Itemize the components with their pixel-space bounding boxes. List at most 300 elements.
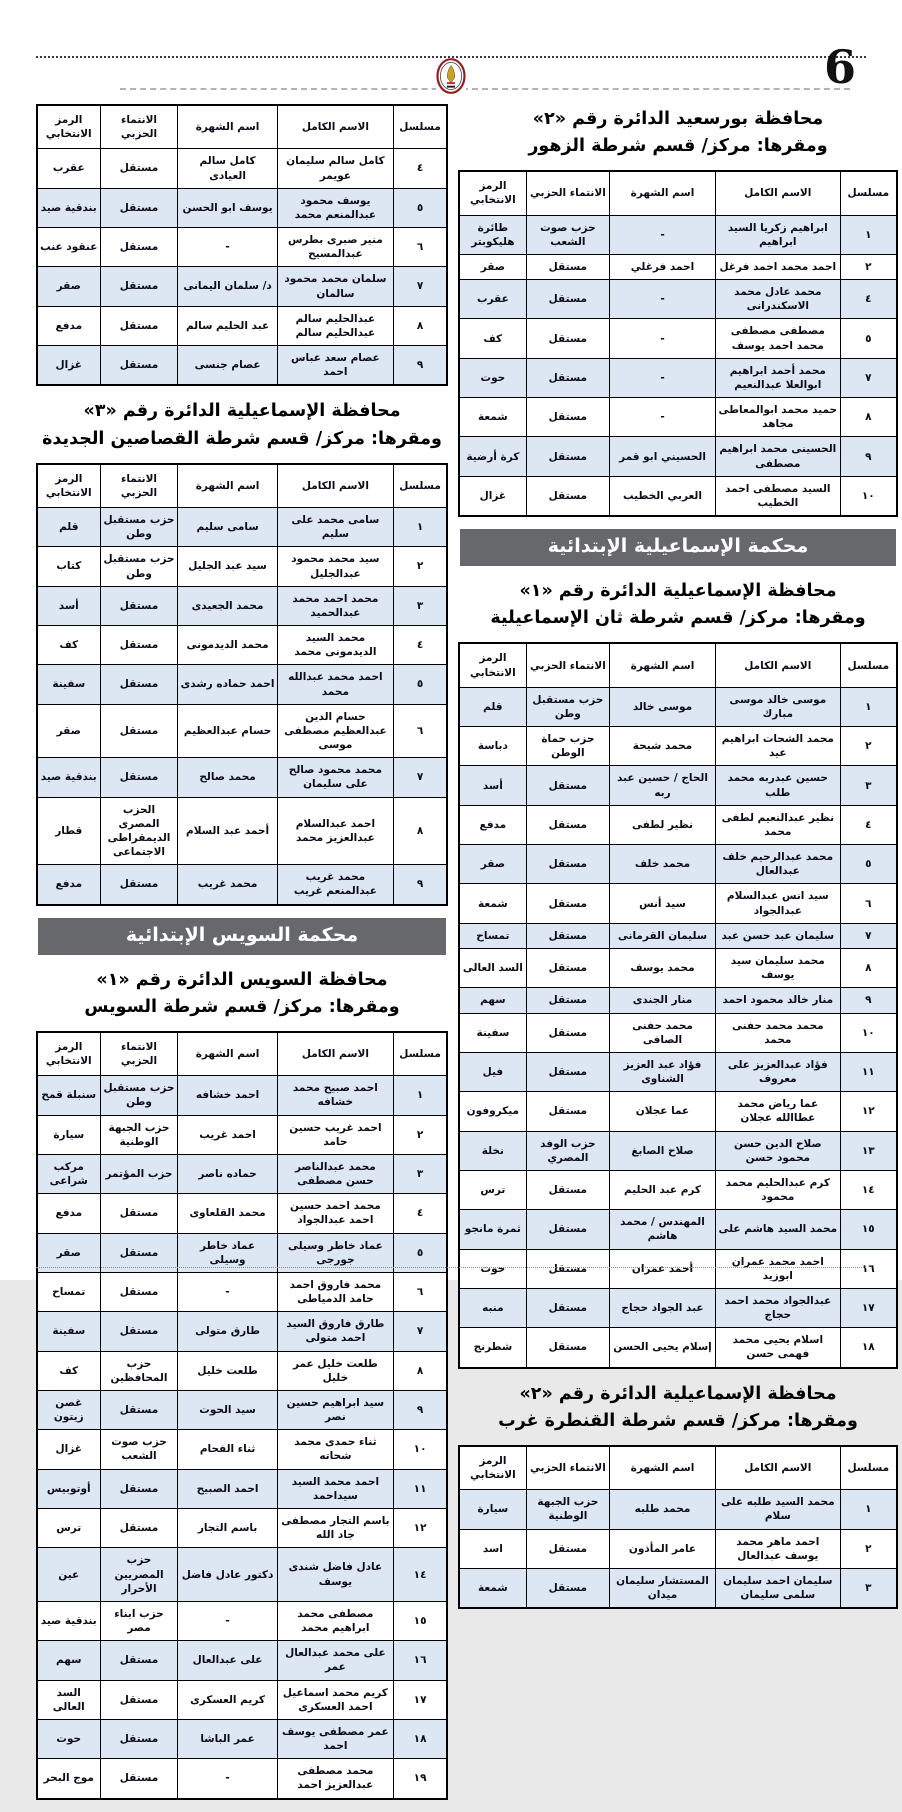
cell-party: حزب المصريين الأحرار bbox=[100, 1548, 178, 1602]
table-row bbox=[37, 758, 447, 797]
table-row bbox=[37, 346, 447, 386]
cell-alias: محمد غريب bbox=[178, 865, 277, 905]
cell-party: مستقل bbox=[526, 988, 609, 1013]
cell-alias: فؤاد عبد العزيز الشناوى bbox=[610, 1052, 716, 1091]
table-row bbox=[459, 949, 897, 988]
col-header-name: الاسم الكامل bbox=[277, 1032, 394, 1076]
cell-name: نظير عبدالنعيم لطفى محمد bbox=[716, 805, 841, 844]
cell-serial: ٨ bbox=[394, 306, 447, 345]
ismailia-court-banner: محكمة الإسماعيلية الإبتدائية bbox=[460, 529, 896, 566]
cell-alias: عماد خاطر وسيلى bbox=[178, 1233, 277, 1272]
col-header-alias: اسم الشهرة bbox=[610, 171, 716, 215]
table-header-row bbox=[459, 171, 897, 215]
cell-alias: محمد القلعاوى bbox=[178, 1194, 277, 1233]
cell-alias: عما عجلان bbox=[610, 1092, 716, 1131]
table-row bbox=[37, 586, 447, 625]
cell-name: احمد صبيح محمد خشافه bbox=[277, 1076, 394, 1115]
table-header-row bbox=[37, 464, 447, 508]
cell-serial: ٦ bbox=[394, 1272, 447, 1311]
col-header-name: الاسم الكامل bbox=[277, 105, 394, 149]
cell-name: سيد ابراهيم حسين نصر bbox=[277, 1390, 394, 1429]
cell-alias: يوسف ابو الحسن bbox=[178, 188, 277, 227]
ismailia-district-2-table bbox=[458, 1445, 898, 1609]
cell-name: محمد عبدالرحيم خلف عبدالعال bbox=[716, 845, 841, 884]
cell-serial: ١٤ bbox=[840, 1170, 897, 1209]
cell-party: حزب مستقبل وطن bbox=[526, 687, 609, 726]
cell-alias: طلعت خليل bbox=[178, 1351, 277, 1390]
cell-serial: ١٧ bbox=[840, 1288, 897, 1327]
cell-alias: نظير لطفى bbox=[610, 805, 716, 844]
cell-serial: ١ bbox=[840, 1490, 897, 1529]
cell-party: حزب الجبهة الوطنية bbox=[100, 1115, 178, 1154]
cell-alias: المهندس / محمد هاشم bbox=[610, 1210, 716, 1249]
col-header-serial: مسلسل bbox=[840, 171, 897, 215]
cell-alias: على عبدالعال bbox=[178, 1641, 277, 1680]
ismailia-district-3-table bbox=[36, 463, 448, 906]
table-row bbox=[459, 1490, 897, 1529]
cell-party: مستقل bbox=[526, 1052, 609, 1091]
table-row bbox=[37, 1154, 447, 1193]
table-row bbox=[459, 1210, 897, 1249]
cell-symbol: مركب شراعى bbox=[37, 1154, 100, 1193]
cell-name: سليمان احمد سليمان سلمى سليمان bbox=[716, 1568, 841, 1608]
cell-alias: - bbox=[610, 358, 716, 397]
district-title-line1: محافظة السويس الدائرة رقم «١» bbox=[96, 969, 388, 990]
cell-alias: احمد خشافه bbox=[178, 1076, 277, 1115]
cell-alias: محمد صالح bbox=[178, 758, 277, 797]
table-row bbox=[459, 988, 897, 1013]
cell-name: محمد غريب عبدالمنعم غريب bbox=[277, 865, 394, 905]
col-header-party: الانتماء الحزبي bbox=[100, 464, 178, 508]
cell-serial: ٢ bbox=[394, 1115, 447, 1154]
cell-party: مستقل bbox=[100, 758, 178, 797]
cell-serial: ٢ bbox=[840, 254, 897, 279]
col-header-party: الانتماء الحزبي bbox=[526, 643, 609, 687]
cell-serial: ٣ bbox=[394, 586, 447, 625]
col-header-party: الانتماء الحزبي bbox=[526, 171, 609, 215]
cell-symbol: سفينة bbox=[459, 1013, 526, 1052]
table-row bbox=[37, 188, 447, 227]
table-row bbox=[37, 1076, 447, 1115]
cell-symbol: كف bbox=[37, 626, 100, 665]
col-header-alias: اسم الشهرة bbox=[610, 643, 716, 687]
cell-symbol: صقر bbox=[459, 845, 526, 884]
cell-party: مستقل bbox=[100, 1390, 178, 1429]
table-row bbox=[459, 1529, 897, 1568]
cell-symbol: صقر bbox=[459, 254, 526, 279]
cell-name: عادل فاضل شندى يوسف bbox=[277, 1548, 394, 1602]
cell-name: ابراهيم زكريا السيد ابراهيم bbox=[716, 215, 841, 254]
cell-name: محمد سليمان سيد يوسف bbox=[716, 949, 841, 988]
cell-serial: ٩ bbox=[394, 1390, 447, 1429]
table-row bbox=[37, 1759, 447, 1799]
table-header-row bbox=[37, 105, 447, 149]
cell-serial: ١١ bbox=[840, 1052, 897, 1091]
table-row bbox=[37, 1469, 447, 1508]
cell-name: كريم محمد اسماعيل احمد العسكرى bbox=[277, 1680, 394, 1719]
cell-symbol: مدفع bbox=[37, 1194, 100, 1233]
cell-serial: ٩ bbox=[394, 346, 447, 386]
cell-name: كرم عبدالحليم محمد محمود bbox=[716, 1170, 841, 1209]
cell-serial: ٥ bbox=[394, 665, 447, 704]
cell-name: محمد السيد طلبه على سلام bbox=[716, 1490, 841, 1529]
cell-name: يوسف محمود عبدالمنعم محمد bbox=[277, 188, 394, 227]
cell-symbol: صقر bbox=[37, 267, 100, 306]
cell-name: محمد احمد محمد عبدالحميد bbox=[277, 586, 394, 625]
cell-symbol: سفينة bbox=[37, 665, 100, 704]
cell-name: مصطفى مصطفى محمد احمد يوسف bbox=[716, 319, 841, 358]
table-row bbox=[37, 865, 447, 905]
table-row bbox=[459, 476, 897, 516]
cell-name: الحسينى محمد ابراهيم مصطفى bbox=[716, 437, 841, 476]
cell-symbol: حوت bbox=[459, 358, 526, 397]
cell-party: مستقل bbox=[526, 845, 609, 884]
cell-party: مستقل bbox=[526, 1529, 609, 1568]
cell-alias: الحاج / حسين عبد ربه bbox=[610, 766, 716, 805]
cell-alias: سيد الحوت bbox=[178, 1390, 277, 1429]
cell-party: مستقل bbox=[100, 704, 178, 758]
cell-party: حزب صوت الشعب bbox=[100, 1430, 178, 1469]
portsaid-district-2-title bbox=[458, 106, 898, 160]
cell-symbol: غصن زيتون bbox=[37, 1390, 100, 1429]
cell-alias: - bbox=[610, 398, 716, 437]
cell-symbol: قلم bbox=[37, 508, 100, 547]
cell-symbol: سهم bbox=[459, 988, 526, 1013]
cell-alias: كريم العسكرى bbox=[178, 1680, 277, 1719]
district-title-line1: محافظة الإسماعيلية الدائرة رقم «٢» bbox=[519, 1383, 837, 1404]
suez-district-1-table bbox=[36, 1031, 448, 1800]
cell-name: فؤاد عبدالعزيز على معروف bbox=[716, 1052, 841, 1091]
cell-symbol: عقرب bbox=[459, 280, 526, 319]
cell-serial: ١٤ bbox=[394, 1548, 447, 1602]
cell-serial: ٨ bbox=[840, 949, 897, 988]
col-header-symbol: الرمز الانتخابي bbox=[37, 1032, 100, 1076]
cell-name: موسى خالد موسى مبارك bbox=[716, 687, 841, 726]
table-row bbox=[37, 797, 447, 865]
cell-serial: ٥ bbox=[394, 188, 447, 227]
col-header-name: الاسم الكامل bbox=[716, 643, 841, 687]
cell-name: محمد عبدالناصر حسن مصطفى bbox=[277, 1154, 394, 1193]
cell-name: منير صبرى بطرس عبدالمسيح bbox=[277, 228, 394, 267]
table-row bbox=[459, 215, 897, 254]
cell-symbol: مدفع bbox=[459, 805, 526, 844]
cell-serial: ٨ bbox=[394, 797, 447, 865]
cell-party: مستقل bbox=[100, 228, 178, 267]
cell-symbol: بندقية صيد bbox=[37, 188, 100, 227]
cell-name: حسام الدين عبدالعظيم مصطفى موسى bbox=[277, 704, 394, 758]
cell-name: محمد الشحات ابراهيم عيد bbox=[716, 727, 841, 766]
cell-symbol: سيارة bbox=[37, 1115, 100, 1154]
cell-serial: ٩ bbox=[394, 865, 447, 905]
cell-serial: ٥ bbox=[840, 319, 897, 358]
suez-court-banner: محكمة السويس الإبتدائية bbox=[38, 918, 446, 955]
cell-party: مستقل bbox=[526, 805, 609, 844]
cell-serial: ٢ bbox=[840, 727, 897, 766]
cell-name: صلاح الدين حسن محمود حسن bbox=[716, 1131, 841, 1170]
table-row bbox=[459, 1288, 897, 1327]
cell-name: احمد عبدالسلام عبدالعزيز محمد bbox=[277, 797, 394, 865]
cell-symbol: سنبلة قمح bbox=[37, 1076, 100, 1115]
cell-symbol: السد العالى bbox=[37, 1680, 100, 1719]
col-header-name: الاسم الكامل bbox=[716, 1446, 841, 1490]
cell-alias: المستشار سليمان ميدان bbox=[610, 1568, 716, 1608]
cell-alias: محمد حفنى الصافى bbox=[610, 1013, 716, 1052]
col-header-serial: مسلسل bbox=[840, 643, 897, 687]
table-row bbox=[37, 1272, 447, 1311]
cell-party: مستقل bbox=[526, 437, 609, 476]
col-header-alias: اسم الشهرة bbox=[178, 464, 277, 508]
cell-symbol: عين bbox=[37, 1548, 100, 1602]
cell-name: عما رياض محمد عطاالله عجلان bbox=[716, 1092, 841, 1131]
table-row bbox=[459, 1328, 897, 1368]
cell-symbol: سفينة bbox=[37, 1312, 100, 1351]
cell-serial: ٩ bbox=[840, 988, 897, 1013]
col-header-symbol: الرمز الانتخابي bbox=[37, 105, 100, 149]
cell-symbol: ترس bbox=[37, 1508, 100, 1547]
cell-party: الحزب المصرى الديمقراطى الاجتماعى bbox=[100, 797, 178, 865]
cell-alias: عبد الحليم سالم bbox=[178, 306, 277, 345]
col-header-alias: اسم الشهرة bbox=[178, 105, 277, 149]
cell-party: مستقل bbox=[526, 1170, 609, 1209]
table-row bbox=[459, 437, 897, 476]
cell-symbol: السد العالى bbox=[459, 949, 526, 988]
cell-party: مستقل bbox=[526, 398, 609, 437]
table-row bbox=[459, 1568, 897, 1608]
cell-party: مستقل bbox=[526, 1288, 609, 1327]
cell-serial: ٤ bbox=[840, 805, 897, 844]
table-row bbox=[459, 845, 897, 884]
col-header-symbol: الرمز الانتخابي bbox=[459, 171, 526, 215]
cell-symbol: شمعة bbox=[459, 398, 526, 437]
col-header-alias: اسم الشهرة bbox=[178, 1032, 277, 1076]
ismailia-district-2-title bbox=[458, 1381, 898, 1435]
cell-name: سيد انس عبدالسلام عبدالجواد bbox=[716, 884, 841, 923]
table-row bbox=[37, 1115, 447, 1154]
cell-name: منار خالد محمود احمد bbox=[716, 988, 841, 1013]
cell-name: عمر مصطفى يوسف احمد bbox=[277, 1719, 394, 1758]
bottom-dotted-rule bbox=[36, 1267, 866, 1268]
cell-party: مستقل bbox=[526, 1092, 609, 1131]
cell-alias: - bbox=[610, 215, 716, 254]
cell-party: مستقل bbox=[526, 1568, 609, 1608]
cell-alias: العربي الخطيب bbox=[610, 476, 716, 516]
cell-symbol: حوت bbox=[459, 1249, 526, 1288]
ismailia-district-3-title bbox=[36, 398, 448, 452]
table-row bbox=[37, 626, 447, 665]
district-title-line2: ومقرها: مركز/ قسم شرطة القصاصين الجديدة bbox=[42, 428, 442, 449]
cell-alias: عصام جنسى bbox=[178, 346, 277, 386]
district-title-line1: محافظة بورسعيد الدائرة رقم «٢» bbox=[532, 109, 824, 129]
cell-alias: - bbox=[178, 228, 277, 267]
col-header-serial: مسلسل bbox=[840, 1446, 897, 1490]
cell-symbol: فيل bbox=[459, 1052, 526, 1091]
cell-symbol: تمساح bbox=[459, 923, 526, 948]
table-row bbox=[37, 704, 447, 758]
cell-serial: ٣ bbox=[394, 1154, 447, 1193]
table-header-row bbox=[459, 643, 897, 687]
table-row bbox=[37, 228, 447, 267]
cell-symbol: موج البحر bbox=[37, 1759, 100, 1799]
cell-party: مستقل bbox=[100, 1272, 178, 1311]
cell-symbol: شمعة bbox=[459, 1568, 526, 1608]
cell-serial: ٧ bbox=[840, 358, 897, 397]
cell-symbol: بندقية صيد bbox=[37, 1601, 100, 1640]
cell-alias: ثناء الفحام bbox=[178, 1430, 277, 1469]
cell-name: محمد السيد الديدمونى محمد bbox=[277, 626, 394, 665]
cell-party: حزب حماة الوطن bbox=[526, 727, 609, 766]
table-row bbox=[459, 1052, 897, 1091]
cell-serial: ١١ bbox=[394, 1469, 447, 1508]
cell-serial: ١٠ bbox=[394, 1430, 447, 1469]
cell-symbol: كرة أرضية bbox=[459, 437, 526, 476]
cell-alias: احمد حماده رشدى bbox=[178, 665, 277, 704]
table-row bbox=[459, 805, 897, 844]
cell-party: مستقل bbox=[526, 766, 609, 805]
cell-party: حزب المحافظين bbox=[100, 1351, 178, 1390]
cell-symbol: نخلة bbox=[459, 1131, 526, 1170]
cell-alias: الحسيني ابو قمر bbox=[610, 437, 716, 476]
cell-party: مستقل bbox=[100, 1469, 178, 1508]
cell-serial: ١٠ bbox=[840, 1013, 897, 1052]
cell-party: مستقل bbox=[100, 1233, 178, 1272]
cell-symbol: سيارة bbox=[459, 1490, 526, 1529]
cell-serial: ١٢ bbox=[394, 1508, 447, 1547]
cell-alias: طارق متولى bbox=[178, 1312, 277, 1351]
cell-serial: ١٥ bbox=[394, 1601, 447, 1640]
cell-serial: ١٩ bbox=[394, 1759, 447, 1799]
cell-serial: ١٨ bbox=[394, 1719, 447, 1758]
cell-alias: محمد الجعيدى bbox=[178, 586, 277, 625]
district-title-line1: محافظة الإسماعيلية الدائرة رقم «٣» bbox=[83, 401, 401, 422]
cell-serial: ٤ bbox=[394, 1194, 447, 1233]
table-row bbox=[459, 1131, 897, 1170]
table-row bbox=[37, 1508, 447, 1547]
col-header-party: الانتماء الحزبي bbox=[100, 105, 178, 149]
cell-symbol: ثمرة مانجو bbox=[459, 1210, 526, 1249]
cell-serial: ٤ bbox=[840, 280, 897, 319]
col-header-symbol: الرمز الانتخابي bbox=[459, 1446, 526, 1490]
col-header-name: الاسم الكامل bbox=[277, 464, 394, 508]
cell-symbol: شمعة bbox=[459, 884, 526, 923]
cell-party: مستقل bbox=[100, 346, 178, 386]
continuation-table bbox=[36, 104, 448, 386]
col-header-party: الانتماء الحزبي bbox=[100, 1032, 178, 1076]
cell-alias: موسى خالد bbox=[610, 687, 716, 726]
cell-serial: ١ bbox=[394, 508, 447, 547]
cell-party: حزب مستقبل وطن bbox=[100, 508, 178, 547]
table-row bbox=[459, 766, 897, 805]
cell-alias: محمد طلبه bbox=[610, 1490, 716, 1529]
cell-alias: أحمد عبد السلام bbox=[178, 797, 277, 865]
table-row bbox=[459, 280, 897, 319]
table-row bbox=[459, 398, 897, 437]
table-row bbox=[37, 1719, 447, 1758]
cell-symbol: مدفع bbox=[37, 865, 100, 905]
cell-name: سليمان عبد حسن عبد bbox=[716, 923, 841, 948]
district-title-line2: ومقرها: مركز/ قسم شرطة السويس bbox=[84, 996, 400, 1017]
cell-serial: ٧ bbox=[394, 758, 447, 797]
cell-party: مستقل bbox=[526, 1249, 609, 1288]
cell-serial: ٥ bbox=[840, 845, 897, 884]
cell-name: كامل سالم سليمان عويمر bbox=[277, 149, 394, 188]
cell-symbol: صقر bbox=[37, 1233, 100, 1272]
cell-name: اسلام يحيى محمد فهمى حسن bbox=[716, 1328, 841, 1368]
cell-party: مستقل bbox=[100, 1719, 178, 1758]
cell-name: عصام سعد عباس احمد bbox=[277, 346, 394, 386]
cell-symbol: عنقود عنب bbox=[37, 228, 100, 267]
cell-name: محمد احمد حسين احمد عبدالجواد bbox=[277, 1194, 394, 1233]
cell-symbol: كف bbox=[459, 319, 526, 358]
table-row bbox=[37, 1390, 447, 1429]
table-row bbox=[459, 1249, 897, 1288]
district-title-line2: ومقرها: مركز/ قسم شرطة ثان الإسماعيلية bbox=[490, 608, 866, 629]
cell-symbol: طائرة هليكوبتر bbox=[459, 215, 526, 254]
cell-serial: ٢ bbox=[840, 1529, 897, 1568]
cell-party: مستقل bbox=[100, 188, 178, 227]
cell-party: مستقل bbox=[526, 1013, 609, 1052]
right-column bbox=[458, 104, 898, 1621]
cell-symbol: عقرب bbox=[37, 149, 100, 188]
cell-symbol: قطار bbox=[37, 797, 100, 865]
cell-alias: كامل سالم العيادى bbox=[178, 149, 277, 188]
cell-serial: ١٦ bbox=[394, 1641, 447, 1680]
cell-party: حزب الوفد المصري bbox=[526, 1131, 609, 1170]
table-row bbox=[459, 358, 897, 397]
cell-party: مستقل bbox=[100, 267, 178, 306]
cell-serial: ٦ bbox=[394, 704, 447, 758]
cell-serial: ٢ bbox=[394, 547, 447, 586]
page-number: 6 bbox=[824, 40, 857, 94]
cell-serial: ٨ bbox=[394, 1351, 447, 1390]
cell-name: عبدالجواد محمد احمد حجاج bbox=[716, 1288, 841, 1327]
cell-name: محمد عادل محمد الاسكندرانى bbox=[716, 280, 841, 319]
table-row bbox=[459, 1013, 897, 1052]
cell-party: مستقل bbox=[100, 1194, 178, 1233]
cell-party: مستقل bbox=[100, 665, 178, 704]
col-header-symbol: الرمز الانتخابي bbox=[459, 643, 526, 687]
cell-party: حزب الجبهة الوطنية bbox=[526, 1490, 609, 1529]
left-column bbox=[36, 104, 448, 1812]
col-header-serial: مسلسل bbox=[394, 1032, 447, 1076]
col-header-alias: اسم الشهرة bbox=[610, 1446, 716, 1490]
cell-alias: باسم التجار bbox=[178, 1508, 277, 1547]
col-header-symbol: الرمز الانتخابي bbox=[37, 464, 100, 508]
cell-party: مستقل bbox=[100, 586, 178, 625]
cell-party: مستقل bbox=[100, 306, 178, 345]
cell-name: مصطفى محمد ابراهيم محمد bbox=[277, 1601, 394, 1640]
table-row bbox=[37, 1194, 447, 1233]
cell-symbol: أسد bbox=[459, 766, 526, 805]
cell-party: مستقل bbox=[100, 1641, 178, 1680]
district-title-line2: ومقرها: مركز/ قسم شرطة القنطرة غرب bbox=[498, 1410, 858, 1431]
cell-serial: ١٣ bbox=[840, 1131, 897, 1170]
cell-name: باسم التجار مصطفى جاد الله bbox=[277, 1508, 394, 1547]
table-row bbox=[459, 1092, 897, 1131]
cell-party: مستقل bbox=[526, 884, 609, 923]
cell-serial: ١٧ bbox=[394, 1680, 447, 1719]
cell-alias: - bbox=[610, 280, 716, 319]
portsaid-district-2-table bbox=[458, 170, 898, 517]
table-row bbox=[37, 547, 447, 586]
cell-symbol: كتاب bbox=[37, 547, 100, 586]
cell-party: حزب المؤتمر bbox=[100, 1154, 178, 1193]
cell-party: مستقل bbox=[100, 1759, 178, 1799]
cell-alias: محمد الديدمونى bbox=[178, 626, 277, 665]
cell-name: احمد ماهر محمد يوسف عبدالعال bbox=[716, 1529, 841, 1568]
egypt-eagle-emblem-icon bbox=[436, 58, 466, 98]
cell-symbol: منبه bbox=[459, 1288, 526, 1327]
cell-party: حزب ابناء مصر bbox=[100, 1601, 178, 1640]
